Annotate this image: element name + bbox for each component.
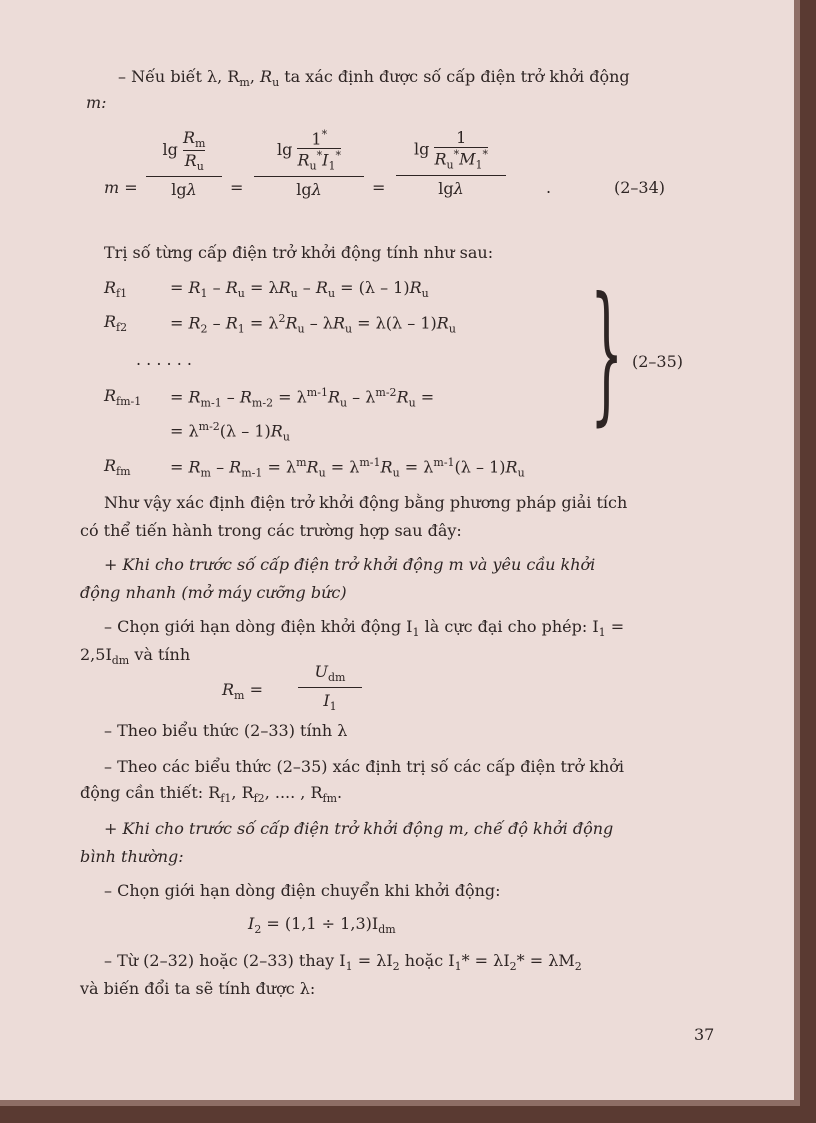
step-4: – Chọn giới hạn dòng điện chuyển khi khởi động:	[104, 881, 501, 900]
intro-line: – Nếu biết λ, $R_m$, $R_u$ ta xác định được số cấp điện trở khởi động	[118, 67, 630, 90]
step-1-line-1: – Chọn giới hạn dòng điện khởi động $I_1$ là cực đại cho phép: $I_1$ =	[104, 617, 625, 640]
eq-rm-lhs: $R_m$ =	[222, 680, 263, 703]
case-2-line-2: bình thường:	[80, 847, 184, 866]
book-page: – Nếu biết λ, $R_m$, $R_u$ ta xác định được số cấp điện trở khởi động m: m = lg $\frac{R_m}{R_u}$ lgλ = lg $\frac{1^*}{R_u^*I_1^*}$ lgλ = lg $\frac{1}{R_u^*M_1^*}$ lgλ . (2–34) Trị số từng cấp điện trở khởi động tính như sau: $R_{f1}$ = $R_1 - R_u = \lambda R_u - R_u = (\lambda - 1)R_u$ $R_{f2}$ = $R_2 - R_1 = \lambda^2R_u - \lambda R_u = \lambda(\lambda - 1)R_u$ . . . . . . $R_{fm-1}$ = $R_{m-1} - R_{m-2} = \lambda^{m-1}R_u - \lambda^{m-2}R_u$ = = $\lambda^{m-2}(\lambda - 1)R_u$ } (2–35) $R_{fm}$ = $R_m - R_{m-1} = \lambda^mR_u = \lambda^{m-1}R_u = \lambda^{m-1}(\lambda - 1)R_u$ Như vậy xác định điện trở khởi động bằng phương pháp giải tích có thể tiến hành trong các trường hợp sau đây: + Khi cho trước số cấp điện trở khởi động m và yêu cầu khởi động nhanh (mở máy cưỡng bức) – Chọn giới hạn dòng điện khởi động $I_1$ là cực đại cho phép: $I_1$ = $2,5I_{dm}$ và tính $R_m$ = $U_{dm}$ $I_1$ – Theo biểu thức (2–33) tính λ – Theo các biểu thức (2–35) xác định trị số các cấp điện trở khởi động cần thiết: $R_{f1}$, $R_{f2}$, .... , $R_{fm}$. + Khi cho trước số cấp điện trở khởi động m, chế độ khởi động bình thường: – Chọn giới hạn dòng điện chuyển khi khởi động: $I_2 = (1,1 \div 1,3)I_{dm}$ – Từ (2–32) hoặc (2–33) thay $I_1 = \lambda I_2$ hoặc $I_1* = \lambda I_2* = \lambda M_2$ và biến đổi ta sẽ tính được λ: 37	[0, 0, 800, 1106]
step-5-line-2: và biến đổi ta sẽ tính được λ:	[80, 979, 316, 998]
step-1-line-2: $2,5I_{dm}$ và tính	[80, 645, 191, 668]
eq-234-fraction-2: lg $\frac{1^*}{R_u^*I_1^*}$ lgλ	[254, 128, 364, 199]
right-brace: }	[590, 266, 624, 440]
eq-235-dots: . . . . . .	[136, 350, 192, 369]
eq-235-row-5-rhs: = $R_m - R_{m-1} = \lambda^mR_u = \lambda^{m-1}R_u = \lambda^{m-1}(\lambda - 1)R_u$	[170, 456, 525, 480]
case-2-line-1: + Khi cho trước số cấp điện trở khởi động m, chế độ khởi động	[104, 819, 614, 838]
triso-line: Trị số từng cấp điện trở khởi động tính như sau:	[104, 243, 494, 262]
para-1-line-1: Như vậy xác định điện trở khởi động bằng phương pháp giải tích	[104, 493, 628, 512]
intro-line-2: m:	[86, 93, 107, 112]
eq-rm-fraction: $U_{dm}$ $I_1$	[298, 662, 362, 713]
eq-234-tag: (2–34)	[614, 178, 666, 197]
eq-234-fraction-1: lg $\frac{R_m}{R_u}$ lgλ	[146, 128, 222, 199]
step-2: – Theo biểu thức (2–33) tính λ	[104, 721, 348, 740]
eq-235-row-5: $R_{fm}$	[104, 456, 131, 479]
eq-235-row-3-rhs: = $R_{m-1} - R_{m-2} = \lambda^{m-1}R_u - \lambda^{m-2}R_u$ =	[170, 386, 435, 410]
para-1-line-2: có thể tiến hành trong các trường hợp sau đây:	[80, 521, 462, 540]
eq-234-fraction-3: lg $\frac{1}{R_u^*M_1^*}$ lgλ	[396, 128, 506, 198]
eq-i2: $I_2 = (1,1 \div 1,3)I_{dm}$	[248, 914, 396, 937]
eq-235-row-4: = $\lambda^{m-2}(\lambda - 1)R_u$	[170, 420, 290, 444]
case-1-line-2: động nhanh (mở máy cưỡng bức)	[80, 583, 347, 602]
case-1-line-1: + Khi cho trước số cấp điện trở khởi động m và yêu cầu khởi	[104, 555, 596, 574]
page-number: 37	[694, 1025, 715, 1044]
step-3-line-1: – Theo các biểu thức (2–35) xác định trị số các cấp điện trở khởi	[104, 757, 625, 776]
eq-235-row-3: $R_{fm-1}$	[104, 386, 142, 409]
eq-235-row-1-rhs: = $R_1 - R_u = \lambda R_u - R_u = (\lambda - 1)R_u$	[170, 278, 429, 301]
eq-235-tag: (2–35)	[632, 352, 684, 371]
eq-235-row-2: $R_{f2}$	[104, 312, 128, 335]
eq-235-row-2-rhs: = $R_2 - R_1 = \lambda^2R_u - \lambda R_u = \lambda(\lambda - 1)R_u$	[170, 312, 456, 336]
step-3-line-2: động cần thiết: $R_{f1}$, $R_{f2}$, .... , $R_{fm}$.	[80, 783, 343, 806]
eq-234-lhs: m =	[104, 178, 138, 197]
step-5-line-1: – Từ (2–32) hoặc (2–33) thay $I_1 = \lambda I_2$ hoặc $I_1* = \lambda I_2* = \lambda M_2$	[104, 951, 582, 974]
eq-235-row-1: $R_{f1}$	[104, 278, 128, 301]
